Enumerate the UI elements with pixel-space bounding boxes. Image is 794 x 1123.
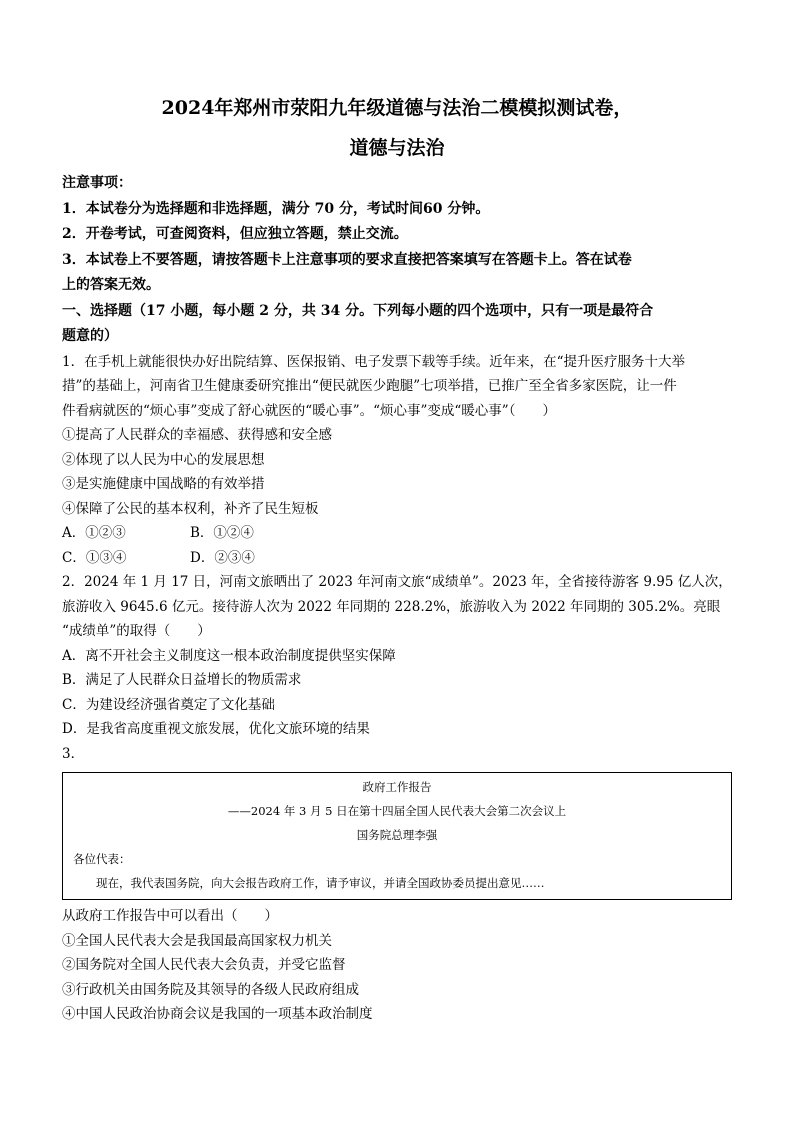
report-speaker: 国务院总理李强 [356,828,438,842]
option-c[interactable]: C．为建设经济强省奠定了文化基础 [62,696,275,713]
exam-page [62,95,732,1027]
notice-section [62,171,732,299]
question-stem: 旅游收入 9645.6 亿元。接待游人次为 2022 年同期的 228.2%，旅游收入为 2022 年同期的 305.2%。亮眼 [62,598,721,615]
exam-title: 2024年郑州市荥阳九年级道德与法治二模模拟测试卷， [161,97,633,119]
option-a[interactable]: A．①②③ [62,525,126,541]
section-heading-line: 一、选择题（17 小题，每小题 2 分，共 34 分。下列每小题的四个选项中，只有一项是最符合 [62,302,654,319]
report-body: 现在，我代表国务院，向大会报告政府工作，请予审议，并请全国政协委员提出意见…… [96,876,545,890]
notice-item: 2．开卷考试，可查阅资料，但应独立答题，禁止交流。 [62,226,408,242]
option-d[interactable]: D．②③④ [190,549,255,566]
section-heading [62,299,732,350]
question-stem: 从政府工作报告中可以看出（ ） [62,908,278,924]
question-stem: “成绩单”的取得（ ） [62,623,211,639]
statement: ③行政机关由国务院及其领导的各级人民政府组成 [62,981,359,998]
report-dateline: ——2024 年 3 月 5 日在第十四届全国人民代表大会第二次会议上 [227,804,567,818]
statement: ②体现了以人民为中心的发展思想 [62,451,265,468]
statement: ③是实施健康中国战略的有效举措 [62,476,265,492]
question-stem: 2．2024 年 1 月 17 日，河南文旅晒出了 2023 年河南文旅“成绩单”。2023 年，全省接待游客 9.95 亿人次， [62,574,732,590]
statement: ④中国人民政治协商会议是我国的一项基本政治制度 [62,1006,373,1022]
question-2 [62,570,732,742]
question-stem: 件看病就医的“烦心事”变成了舒心就医的“暖心事”。“烦心事”变成“暖心事”（ ） [62,402,556,419]
option-c[interactable]: C．①③④ [62,549,127,566]
notice-heading: 注意事项： [62,175,132,191]
statement: ②国务院对全国人民代表大会负责，并受它监督 [62,957,346,973]
option-b[interactable]: B．满足了人民群众日益增长的物质需求 [62,672,302,688]
question-number: 3． [62,745,85,762]
notice-item: 1．本试卷分为选择题和非选择题，满分 70 分，考试时间60 分钟。 [62,200,490,217]
question-stem: 1．在手机上就能很快办好出院结算、医保报销、电子发票下载等手续。近年来，在“提升医疗服务十大举 [62,353,685,370]
notice-item: 上的答案无效。 [62,277,160,293]
notice-item: 3．本试卷上不要答题，请按答题卡上注意事项的要求直接把答案填写在答题卡上。答在试卷 [62,251,632,268]
option-d[interactable]: D．是我省高度重视文旅发展，优化文旅环境的结果 [62,721,370,737]
question-3 [62,742,732,1027]
question-stem: 措”的基础上，河南省卫生健康委研究推出“便民就医少跑腿”七项举措，已推广至全省多家医院，让一件 [62,378,677,394]
report-excerpt-box [62,772,732,900]
statement: ①全国人民代表大会是我国最高国家权力机关 [62,932,332,949]
report-salutation: 各位代表： [73,852,131,866]
section-heading-line: 题意的） [62,328,118,344]
exam-subtitle: 道德与法治 [349,137,445,159]
option-b[interactable]: B．①②④ [190,525,254,541]
statement: ④保障了公民的基本权利，补齐了民生短板 [62,500,319,517]
options-row [62,521,732,546]
option-a[interactable]: A．离不开社会主义制度这一根本政治制度提供坚实保障 [62,647,396,664]
statement: ①提高了人民群众的幸福感、获得感和安全感 [62,427,332,443]
options-row [62,546,732,571]
report-title: 政府工作报告 [362,780,432,794]
question-1 [62,350,732,571]
